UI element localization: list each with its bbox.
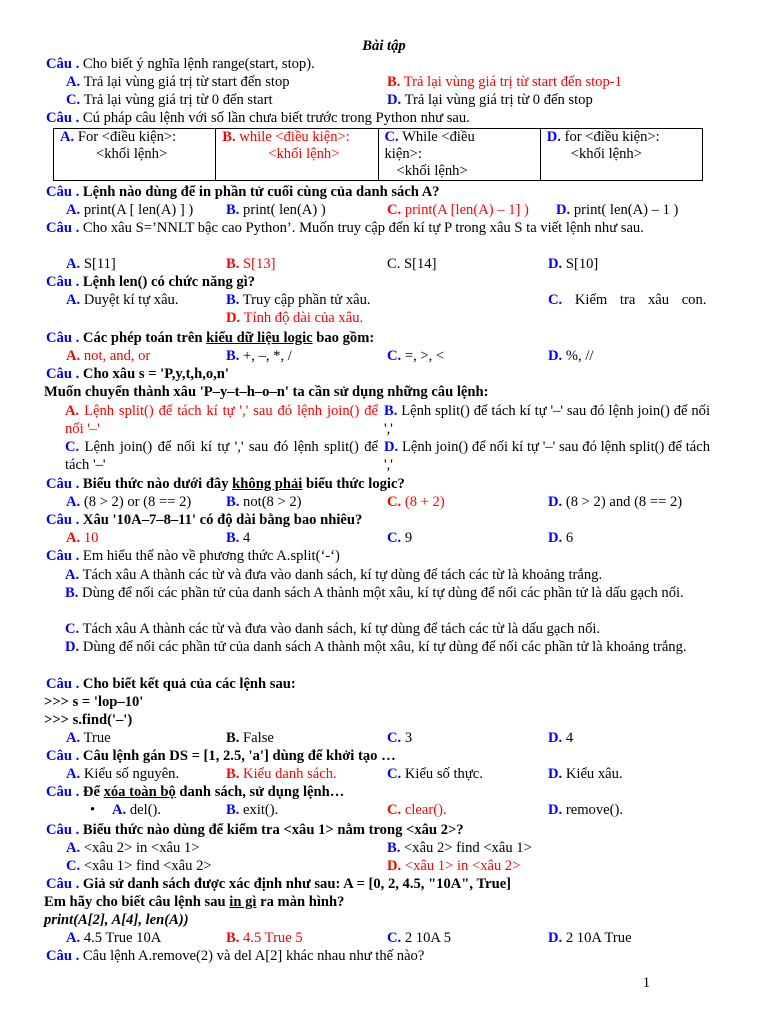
q8-options [0, 494, 768, 511]
q10-option-b: B. Dùng để nối các phần tử của danh sách A thành một xâu, kí tự dùng để nối các phần tử là dấu gạch nối. [65, 585, 684, 601]
q5-option-a: A. Duyệt kí tự xâu. [66, 292, 179, 308]
q11-options [0, 730, 768, 747]
question-15-line2: Em hãy cho biết câu lệnh sau in gì ra màn hình? [44, 894, 345, 910]
q14-option-b: B. <xâu 2> find <xâu 1> [387, 840, 532, 856]
q2-option-c: C. While <điều kiện>: <khối lệnh> [378, 129, 540, 181]
question-2: Câu . Cú pháp câu lệnh với số lần chưa biết trước trong Python như sau. [46, 110, 470, 126]
code-line-2: >>> s.find('–') [44, 712, 133, 728]
q14-options-row1 [0, 840, 768, 857]
q1-options-row1 [0, 74, 768, 91]
q11-option-b: B. False [226, 730, 274, 746]
q14-option-c: C. <xâu 1> find <xâu 2> [66, 858, 212, 874]
question-11: Câu . Cho biết kết quả của các lệnh sau: [46, 676, 296, 692]
code-line: print(A[2], A[4], len(A)) [44, 912, 189, 928]
question-text: Lệnh nào dùng để in phần tử cuối cùng của danh sách A? [82, 184, 440, 200]
question-7-line2: Muốn chuyển thành xâu 'P–y–t–h–o–n' ta cần sử dụng những câu lệnh: [44, 384, 489, 400]
q5-options-row1 [0, 292, 768, 309]
q5-option-d: D. Tính độ dài của xâu. [226, 310, 364, 326]
q8-option-d: D. (8 > 2) and (8 == 2) [548, 494, 683, 510]
question-5: Câu . Lệnh len() có chức năng gì? [46, 274, 256, 290]
q4-option-a: A. S[11] [66, 256, 116, 272]
question-16: Câu . Câu lệnh A.remove(2) và del A[2] khác nhau như thế nào? [46, 948, 425, 964]
q4-options [0, 256, 768, 273]
q15-option-c: C. 2 10A 5 [387, 930, 452, 946]
question-9: Câu . Xâu '10A–7–8–11' có độ dài bằng bao nhiêu? [46, 512, 363, 528]
code-line-1: >>> s = 'lop–10' [44, 694, 144, 710]
q15-option-b: B. 4.5 True 5 [226, 930, 303, 946]
question-8: Câu . Biểu thức nào dưới đây không phải biểu thức logic? [46, 476, 405, 492]
q10-option-d: D. Dùng để nối các phần tử của danh sách A thành một xâu, kí tự dùng để nối các phần tử là khoảng trắng. [65, 639, 687, 655]
q2-option-a: A. For <điều kiện>: <khối lệnh> [54, 129, 216, 181]
q3-option-b: B. print( len(A) ) [226, 202, 326, 218]
q2-option-b: B. while <điều kiện>: <khối lệnh> [216, 129, 378, 181]
q1-option-c: C. Trả lại vùng giá trị từ 0 đến start [66, 92, 273, 108]
q6-option-d: D. %, // [548, 348, 594, 364]
q8-option-c: C. (8 + 2) [387, 494, 445, 510]
q10-option-a: A. Tách xâu A thành các từ và đưa vào danh sách, kí tự dùng để tách các từ là khoảng trắng. [65, 567, 603, 583]
q9-option-b: B. 4 [226, 530, 251, 546]
q12-option-b: B. Kiểu danh sách. [226, 766, 337, 782]
q6-options [0, 348, 768, 365]
q15-option-d: D. 2 10A True [548, 930, 632, 946]
q6-option-a: A. not, and, or [66, 348, 151, 364]
q5-options-row2 [0, 310, 768, 327]
question-14: Câu . Biểu thức nào dùng để kiểm tra <xâu 1> nằm trong <xâu 2>? [46, 822, 464, 838]
q14-option-d: D. <xâu 1> in <xâu 2> [387, 858, 521, 874]
q12-options [0, 766, 768, 783]
question-text: Cho biết ý nghĩa lệnh range(start, stop). [82, 56, 315, 72]
q9-option-a: A. 10 [66, 530, 99, 546]
q11-option-d: D. 4 [548, 730, 574, 746]
q13-options [0, 802, 768, 819]
q6-option-b: B. +, –, *, / [226, 348, 292, 364]
question-label: Câu . [46, 56, 80, 72]
page-title: Bài tập [362, 38, 406, 54]
question-text: Lệnh len() có chức năng gì? [82, 274, 256, 290]
question-4: Câu . Cho xâu S=’NNLT bậc cao Python’. Muốn truy cập đến kí tự P trong xâu S ta viết lệnh như sau. [46, 220, 644, 236]
syntax-options-table [53, 128, 703, 181]
q7-option-c: C. Lệnh join() để nối kí tự ',' sau đó lệnh split() để tách '–' [65, 439, 378, 473]
q3-option-a: A. print(A [ len(A) ] ) [66, 202, 194, 218]
q7-option-d: D. Lệnh join() để nối kí tự '–' sau đó lệnh split() để tách ',' [384, 439, 710, 473]
q11-option-c: C. 3 [387, 730, 413, 746]
q9-option-d: D. 6 [548, 530, 574, 546]
question-text: Cho xâu S=’NNLT bậc cao Python’. Muốn truy cập đến kí tự P trong xâu S ta viết lệnh như sau. [82, 220, 644, 236]
q7-option-a: A. Lệnh split() để tách kí tự ',' sau đó lệnh join() để nối '–' [65, 403, 378, 437]
question-1 [46, 56, 732, 73]
q5-option-c: C. Kiểm tra xâu con. [548, 292, 707, 308]
q13-option-c: C. clear(). [387, 802, 447, 818]
q3-options [0, 202, 768, 219]
q14-options-row2 [0, 858, 768, 875]
question-7: Câu . Cho xâu s = 'P,y,t,h,o,n' [46, 366, 229, 382]
q1-option-d: D. Trả lại vùng giá trị từ 0 đến stop [387, 92, 593, 108]
q7-option-b: B. Lệnh split() để tách kí tự '–' sau đó lệnh join() để nối ',' [384, 403, 710, 437]
q4-option-d: D. S[10] [548, 256, 599, 272]
q3-option-c: C. print(A [len(A) – 1] ) [387, 202, 529, 218]
q9-option-c: C. 9 [387, 530, 413, 546]
q1-option-a: A. Trả lại vùng giá trị từ start đến stop [66, 74, 290, 90]
q8-option-b: B. not(8 > 2) [226, 494, 302, 510]
q4-option-b: B. S[13] [226, 256, 276, 272]
q12-option-a: A. Kiểu số nguyên. [66, 766, 180, 782]
question-15: Câu . Giả sử danh sách được xác định như sau: A = [0, 2, 4.5, "10A", True] [46, 876, 512, 892]
question-13: Câu . Để xóa toàn bộ danh sách, sử dụng lệnh… [46, 784, 345, 800]
q4-option-c: C. S[14] [387, 256, 437, 272]
q1-options-row2 [0, 92, 768, 109]
q10-option-c: C. Tách xâu A thành các từ và đưa vào danh sách, kí tự dùng để tách các từ là dấu gạch nối. [65, 621, 601, 637]
q5-option-b: B. Truy cập phần tử xâu. [226, 292, 371, 308]
q13-option-d: D. remove(). [548, 802, 623, 818]
bullet-icon: • [90, 802, 96, 818]
page-number: 1 [642, 975, 650, 991]
question-text: Cú pháp câu lệnh với số lần chưa biết trước trong Python như sau. [82, 110, 470, 126]
q12-option-c: C. Kiểu số thực. [387, 766, 483, 782]
q13-option-a: A. del(). [112, 802, 162, 818]
q1-option-b: B. Trả lại vùng giá trị từ start đến stop-1 [387, 74, 622, 90]
q11-option-a: A. True [66, 730, 111, 746]
question-3: Câu . Lệnh nào dùng để in phần tử cuối cùng của danh sách A? [46, 184, 440, 200]
question-6: Câu . Các phép toán trên kiểu dữ liệu logic bao gồm: [46, 330, 375, 346]
q2-option-d: D. for <điều kiện>: <khối lệnh> [540, 129, 702, 181]
question-10: Câu . Em hiểu thế nào về phương thức A.split(‘-‘) [46, 548, 340, 564]
q8-option-a: A. (8 > 2) or (8 == 2) [66, 494, 192, 510]
q13-option-b: B. exit(). [226, 802, 279, 818]
q15-options [0, 930, 768, 947]
q12-option-d: D. Kiểu xâu. [548, 766, 623, 782]
q14-option-a: A. <xâu 2> in <xâu 1> [66, 840, 200, 856]
q9-options [0, 530, 768, 547]
q6-option-c: C. =, >, < [387, 348, 445, 364]
q3-option-d: D. print( len(A) – 1 ) [556, 202, 679, 218]
q15-option-a: A. 4.5 True 10A [66, 930, 162, 946]
question-12: Câu . Câu lệnh gán DS = [1, 2.5, 'a'] dùng để khởi tạo … [46, 748, 396, 764]
